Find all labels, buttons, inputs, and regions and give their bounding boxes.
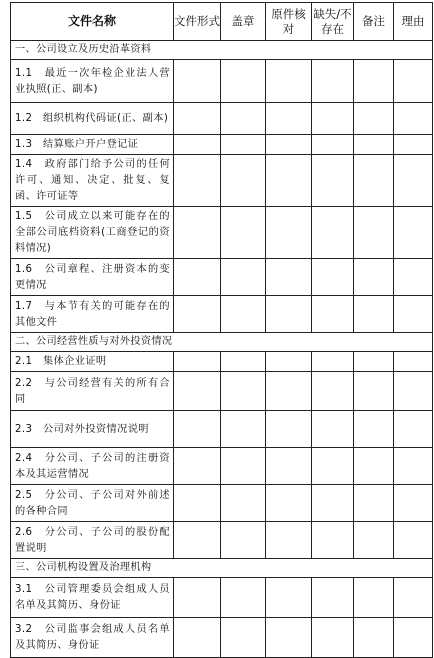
file-name-cell: 3.2 公司监事会组成人员名单及其简历、身份证 xyxy=(11,618,174,658)
table-body xyxy=(11,41,433,658)
file-form-cell[interactable] xyxy=(174,207,221,259)
seal-cell[interactable] xyxy=(221,155,266,207)
file-name-cell: 2.5 分公司、子公司对外前述的各种合同 xyxy=(11,485,174,522)
missing-cell[interactable] xyxy=(312,60,354,103)
missing-cell[interactable] xyxy=(312,618,354,658)
table-row xyxy=(11,522,433,559)
reason-cell[interactable] xyxy=(394,296,433,333)
remarks-cell[interactable] xyxy=(354,372,394,411)
original-check-cell[interactable] xyxy=(266,578,312,618)
header-row xyxy=(11,3,433,41)
reason-cell[interactable] xyxy=(394,103,433,135)
file-name-cell: 2.6 分公司、子公司的股份配置说明 xyxy=(11,522,174,559)
remarks-cell[interactable] xyxy=(354,296,394,333)
original-check-cell[interactable] xyxy=(266,485,312,522)
seal-cell[interactable] xyxy=(221,448,266,485)
remarks-cell[interactable] xyxy=(354,411,394,448)
table-row xyxy=(11,296,433,333)
seal-cell[interactable] xyxy=(221,618,266,658)
file-form-cell[interactable] xyxy=(174,522,221,559)
reason-cell[interactable] xyxy=(394,135,433,155)
missing-cell[interactable] xyxy=(312,296,354,333)
file-name-cell: 2.3 公司对外投资情况说明 xyxy=(11,411,174,448)
original-check-cell[interactable] xyxy=(266,448,312,485)
missing-cell[interactable] xyxy=(312,522,354,559)
remarks-cell[interactable] xyxy=(354,578,394,618)
file-name-cell: 1.7 与本节有关的可能存在的其他文件 xyxy=(11,296,174,333)
reason-cell[interactable] xyxy=(394,618,433,658)
section-row xyxy=(11,559,433,578)
table-row xyxy=(11,352,433,372)
document-checklist-table xyxy=(10,2,433,658)
remarks-cell[interactable] xyxy=(354,60,394,103)
remarks-cell[interactable] xyxy=(354,135,394,155)
missing-cell[interactable] xyxy=(312,485,354,522)
section-row xyxy=(11,333,433,352)
file-name-cell: 3.1 公司管理委员会组成人员名单及其简历、身份证 xyxy=(11,578,174,618)
original-check-cell[interactable] xyxy=(266,155,312,207)
header-original-check: 原件核对 xyxy=(266,3,312,41)
seal-cell[interactable] xyxy=(221,259,266,296)
missing-cell[interactable] xyxy=(312,103,354,135)
file-name-cell: 1.3 结算账户开户登记证 xyxy=(11,135,174,155)
file-form-cell[interactable] xyxy=(174,411,221,448)
reason-cell[interactable] xyxy=(394,578,433,618)
remarks-cell[interactable] xyxy=(354,259,394,296)
header-reason: 理由 xyxy=(394,3,433,41)
remarks-cell[interactable] xyxy=(354,522,394,559)
table-row xyxy=(11,618,433,658)
file-form-cell[interactable] xyxy=(174,155,221,207)
file-name-cell: 1.5 公司成立以来可能存在的全部公司底档资料(工商登记的资料情况) xyxy=(11,207,174,259)
missing-cell[interactable] xyxy=(312,352,354,372)
original-check-cell[interactable] xyxy=(266,207,312,259)
table-row xyxy=(11,485,433,522)
file-form-cell[interactable] xyxy=(174,352,221,372)
section-title: 二、公司经营性质与对外投资情况 xyxy=(11,333,433,352)
header-file-form: 文件形式 xyxy=(174,3,221,41)
file-name-cell: 2.2 与公司经营有关的所有合同 xyxy=(11,372,174,411)
table-row xyxy=(11,372,433,411)
section-title: 一、公司设立及历史沿革资料 xyxy=(11,41,433,60)
table-row xyxy=(11,155,433,207)
table-row xyxy=(11,411,433,448)
file-form-cell[interactable] xyxy=(174,259,221,296)
file-name-cell: 1.1 最近一次年检企业法人营业执照(正、副本) xyxy=(11,60,174,103)
reason-cell[interactable] xyxy=(394,259,433,296)
seal-cell[interactable] xyxy=(221,60,266,103)
section-row xyxy=(11,41,433,60)
file-form-cell[interactable] xyxy=(174,372,221,411)
file-form-cell[interactable] xyxy=(174,578,221,618)
reason-cell[interactable] xyxy=(394,155,433,207)
remarks-cell[interactable] xyxy=(354,155,394,207)
seal-cell[interactable] xyxy=(221,372,266,411)
table-row xyxy=(11,103,433,135)
original-check-cell[interactable] xyxy=(266,60,312,103)
remarks-cell[interactable] xyxy=(354,103,394,135)
file-name-cell: 1.4 政府部门给予公司的任何许可、通知、决定、批复、复函、许可证等 xyxy=(11,155,174,207)
seal-cell[interactable] xyxy=(221,411,266,448)
seal-cell[interactable] xyxy=(221,578,266,618)
file-form-cell[interactable] xyxy=(174,296,221,333)
file-form-cell[interactable] xyxy=(174,448,221,485)
missing-cell[interactable] xyxy=(312,372,354,411)
table-row xyxy=(11,207,433,259)
seal-cell[interactable] xyxy=(221,352,266,372)
table-row xyxy=(11,448,433,485)
original-check-cell[interactable] xyxy=(266,411,312,448)
reason-cell[interactable] xyxy=(394,522,433,559)
seal-cell[interactable] xyxy=(221,522,266,559)
header-missing: 缺失/不存在 xyxy=(312,3,354,41)
table-row xyxy=(11,60,433,103)
missing-cell[interactable] xyxy=(312,155,354,207)
reason-cell[interactable] xyxy=(394,411,433,448)
original-check-cell[interactable] xyxy=(266,259,312,296)
remarks-cell[interactable] xyxy=(354,618,394,658)
missing-cell[interactable] xyxy=(312,207,354,259)
file-form-cell[interactable] xyxy=(174,135,221,155)
header-remarks: 备注 xyxy=(354,3,394,41)
seal-cell[interactable] xyxy=(221,207,266,259)
original-check-cell[interactable] xyxy=(266,372,312,411)
section-title: 三、公司机构设置及治理机构 xyxy=(11,559,433,578)
file-form-cell[interactable] xyxy=(174,485,221,522)
file-name-cell: 2.1 集体企业证明 xyxy=(11,352,174,372)
reason-cell[interactable] xyxy=(394,448,433,485)
missing-cell[interactable] xyxy=(312,578,354,618)
remarks-cell[interactable] xyxy=(354,448,394,485)
seal-cell[interactable] xyxy=(221,485,266,522)
remarks-cell[interactable] xyxy=(354,485,394,522)
missing-cell[interactable] xyxy=(312,411,354,448)
header-file-name: 文件名称 xyxy=(11,3,174,41)
original-check-cell[interactable] xyxy=(266,618,312,658)
original-check-cell[interactable] xyxy=(266,296,312,333)
reason-cell[interactable] xyxy=(394,352,433,372)
file-form-cell[interactable] xyxy=(174,103,221,135)
seal-cell[interactable] xyxy=(221,296,266,333)
missing-cell[interactable] xyxy=(312,259,354,296)
original-check-cell[interactable] xyxy=(266,135,312,155)
reason-cell[interactable] xyxy=(394,60,433,103)
table-row xyxy=(11,135,433,155)
original-check-cell[interactable] xyxy=(266,103,312,135)
reason-cell[interactable] xyxy=(394,207,433,259)
original-check-cell[interactable] xyxy=(266,352,312,372)
reason-cell[interactable] xyxy=(394,485,433,522)
reason-cell[interactable] xyxy=(394,372,433,411)
missing-cell[interactable] xyxy=(312,135,354,155)
file-form-cell[interactable] xyxy=(174,60,221,103)
seal-cell[interactable] xyxy=(221,135,266,155)
file-name-cell: 2.4 分公司、子公司的注册资本及其运营情况 xyxy=(11,448,174,485)
remarks-cell[interactable] xyxy=(354,207,394,259)
remarks-cell[interactable] xyxy=(354,352,394,372)
file-name-cell: 1.2 组织机构代码证(正、副本) xyxy=(11,103,174,135)
table-row xyxy=(11,259,433,296)
table-row xyxy=(11,578,433,618)
seal-cell[interactable] xyxy=(221,103,266,135)
header-seal: 盖章 xyxy=(221,3,266,41)
file-name-cell: 1.6 公司章程、注册资本的变更情况 xyxy=(11,259,174,296)
file-form-cell[interactable] xyxy=(174,618,221,658)
original-check-cell[interactable] xyxy=(266,522,312,559)
missing-cell[interactable] xyxy=(312,448,354,485)
